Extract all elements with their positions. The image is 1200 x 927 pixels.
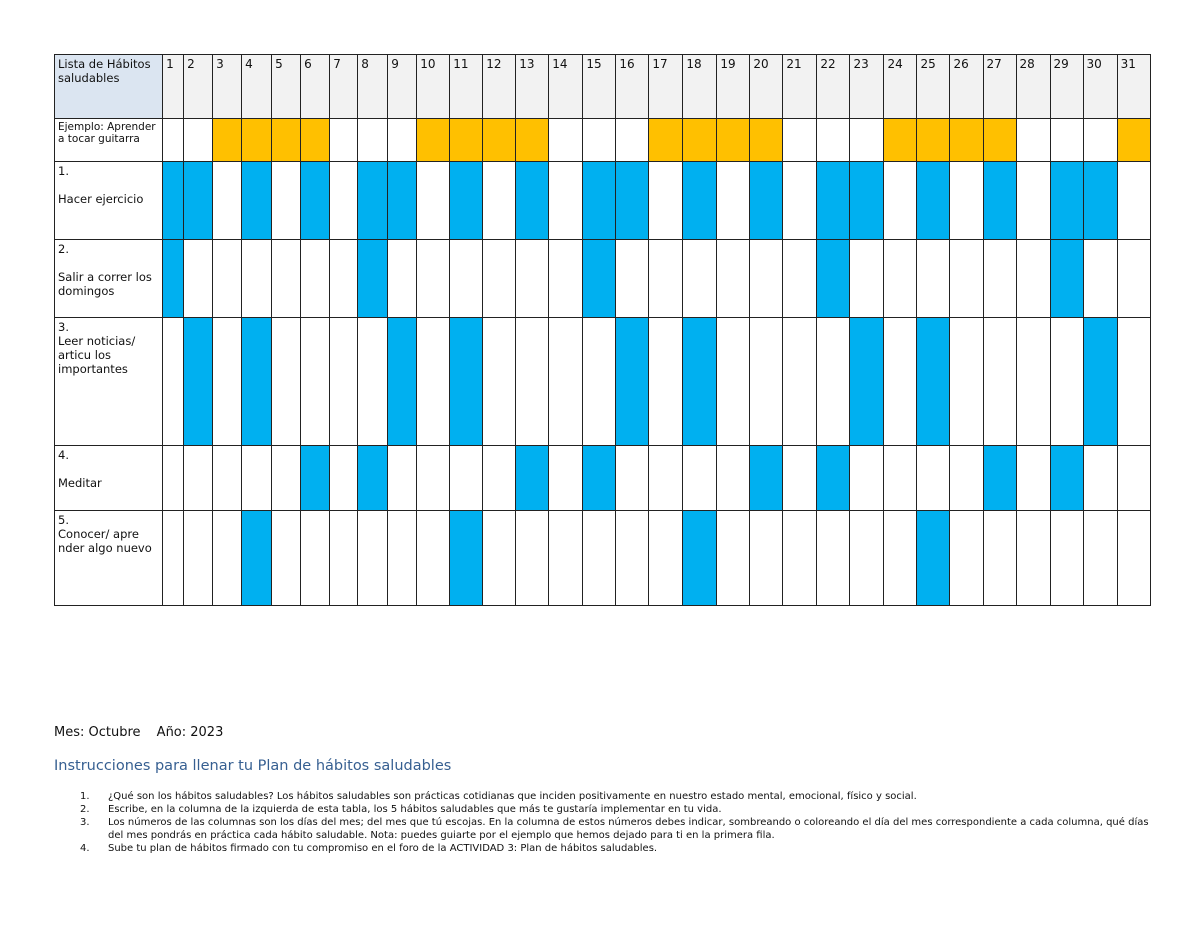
- day-cell-24[interactable]: [884, 446, 917, 511]
- day-cell-11[interactable]: [450, 511, 483, 606]
- year-label: Año: 2023: [156, 725, 224, 740]
- day-cell-14[interactable]: [549, 162, 583, 240]
- day-cell-26[interactable]: [950, 318, 983, 446]
- day-cell-3[interactable]: [213, 162, 242, 240]
- habit-label[interactable]: 5. Conocer/ apre nder algo nuevo: [55, 511, 163, 606]
- day-cell-20[interactable]: [750, 511, 783, 606]
- day-cell-7[interactable]: [330, 119, 358, 162]
- day-cell-25[interactable]: [917, 240, 950, 318]
- day-cell-6[interactable]: [301, 511, 330, 606]
- day-cell-3[interactable]: [213, 318, 242, 446]
- day-cell-12[interactable]: [483, 119, 516, 162]
- day-header-3: 3: [213, 55, 242, 119]
- day-cell-15[interactable]: [583, 511, 616, 606]
- day-cell-13[interactable]: [516, 446, 549, 511]
- day-cell-23[interactable]: [850, 446, 884, 511]
- day-cell-14[interactable]: [549, 240, 583, 318]
- day-header-13: 13: [516, 55, 549, 119]
- day-cell-9[interactable]: [388, 511, 417, 606]
- habit-label[interactable]: 2. Salir a correr los domingos: [55, 240, 163, 318]
- day-cell-28[interactable]: [1016, 446, 1050, 511]
- day-cell-13[interactable]: [516, 240, 549, 318]
- day-cell-25[interactable]: [917, 119, 950, 162]
- day-cell-21[interactable]: [783, 511, 817, 606]
- day-cell-27[interactable]: [983, 318, 1016, 446]
- day-cell-21[interactable]: [783, 318, 817, 446]
- day-cell-11[interactable]: [450, 162, 483, 240]
- day-header-5: 5: [272, 55, 301, 119]
- habit-list-header: Lista de Hábitos saludables: [55, 55, 163, 119]
- day-header-26: 26: [950, 55, 983, 119]
- day-header-6: 6: [301, 55, 330, 119]
- day-cell-12[interactable]: [483, 446, 516, 511]
- day-cell-17[interactable]: [649, 511, 683, 606]
- day-cell-7[interactable]: [330, 446, 358, 511]
- day-cell-6[interactable]: [301, 162, 330, 240]
- day-cell-24[interactable]: [884, 511, 917, 606]
- day-cell-24[interactable]: [884, 318, 917, 446]
- day-cell-19[interactable]: [717, 119, 750, 162]
- day-cell-1[interactable]: [163, 119, 184, 162]
- instruction-item: [80, 790, 1160, 803]
- day-cell-29[interactable]: [1050, 119, 1083, 162]
- day-header-25: 25: [917, 55, 950, 119]
- day-cell-16[interactable]: [616, 446, 649, 511]
- day-cell-24[interactable]: [884, 162, 917, 240]
- habit-row: [55, 446, 1151, 511]
- habit-row: [55, 511, 1151, 606]
- instruction-text: ¿Qué son los hábitos saludables? Los hábitos saludables son prácticas cotidianas que inciden positivamente en nuestro estado mental, emocional, físico y social.: [108, 791, 917, 802]
- day-cell-31[interactable]: [1117, 446, 1150, 511]
- day-header-19: 19: [717, 55, 750, 119]
- instructions-list: [80, 790, 1160, 855]
- day-cell-4[interactable]: [242, 162, 272, 240]
- day-cell-9[interactable]: [388, 119, 417, 162]
- day-cell-9[interactable]: [388, 240, 417, 318]
- day-cell-23[interactable]: [850, 162, 884, 240]
- day-cell-18[interactable]: [683, 511, 717, 606]
- table-header-row: [55, 55, 1151, 119]
- instruction-number: 2.: [80, 804, 90, 815]
- day-cell-17[interactable]: [649, 240, 683, 318]
- day-header-23: 23: [850, 55, 884, 119]
- day-cell-14[interactable]: [549, 446, 583, 511]
- day-header-10: 10: [417, 55, 450, 119]
- day-cell-3[interactable]: [213, 446, 242, 511]
- day-cell-4[interactable]: [242, 240, 272, 318]
- day-cell-27[interactable]: [983, 119, 1016, 162]
- day-cell-7[interactable]: [330, 240, 358, 318]
- day-cell-17[interactable]: [649, 119, 683, 162]
- day-cell-6[interactable]: [301, 119, 330, 162]
- day-cell-10[interactable]: [417, 162, 450, 240]
- instruction-item: [80, 816, 1160, 842]
- day-cell-18[interactable]: [683, 162, 717, 240]
- day-header-1: 1: [163, 55, 184, 119]
- instruction-number: 3.: [80, 817, 90, 828]
- day-cell-29[interactable]: [1050, 511, 1083, 606]
- day-cell-11[interactable]: [450, 119, 483, 162]
- day-cell-27[interactable]: [983, 446, 1016, 511]
- habit-tracker-table: [54, 54, 1151, 606]
- day-header-31: 31: [1117, 55, 1150, 119]
- instructions-title: Instrucciones para llenar tu Plan de hábitos saludables: [54, 758, 452, 774]
- day-cell-8[interactable]: [358, 119, 388, 162]
- day-cell-4[interactable]: [242, 511, 272, 606]
- day-header-14: 14: [549, 55, 583, 119]
- day-cell-18[interactable]: [683, 119, 717, 162]
- day-cell-11[interactable]: [450, 240, 483, 318]
- day-cell-22[interactable]: [817, 162, 850, 240]
- day-cell-26[interactable]: [950, 511, 983, 606]
- day-cell-23[interactable]: [850, 318, 884, 446]
- day-cell-9[interactable]: [388, 318, 417, 446]
- day-cell-11[interactable]: [450, 446, 483, 511]
- day-cell-22[interactable]: [817, 318, 850, 446]
- day-cell-31[interactable]: [1117, 119, 1150, 162]
- day-header-11: 11: [450, 55, 483, 119]
- day-cell-23[interactable]: [850, 119, 884, 162]
- day-cell-31[interactable]: [1117, 162, 1150, 240]
- day-cell-4[interactable]: [242, 446, 272, 511]
- day-cell-28[interactable]: [1016, 162, 1050, 240]
- day-cell-5[interactable]: [272, 119, 301, 162]
- day-cell-2[interactable]: [184, 511, 213, 606]
- day-header-12: 12: [483, 55, 516, 119]
- day-cell-25[interactable]: [917, 446, 950, 511]
- day-cell-18[interactable]: [683, 240, 717, 318]
- day-cell-5[interactable]: [272, 318, 301, 446]
- day-header-17: 17: [649, 55, 683, 119]
- day-cell-18[interactable]: [683, 318, 717, 446]
- day-header-29: 29: [1050, 55, 1083, 119]
- day-cell-6[interactable]: [301, 240, 330, 318]
- day-cell-29[interactable]: [1050, 240, 1083, 318]
- day-cell-2[interactable]: [184, 162, 213, 240]
- day-cell-29[interactable]: [1050, 162, 1083, 240]
- day-cell-25[interactable]: [917, 318, 950, 446]
- day-cell-16[interactable]: [616, 162, 649, 240]
- day-cell-25[interactable]: [917, 511, 950, 606]
- day-cell-4[interactable]: [242, 119, 272, 162]
- day-header-30: 30: [1083, 55, 1117, 119]
- day-cell-31[interactable]: [1117, 240, 1150, 318]
- day-cell-24[interactable]: [884, 240, 917, 318]
- instruction-item: [80, 803, 1160, 816]
- day-cell-10[interactable]: [417, 240, 450, 318]
- day-cell-15[interactable]: [583, 318, 616, 446]
- day-cell-5[interactable]: [272, 446, 301, 511]
- habit-label[interactable]: 3. Leer noticias/ articu los importantes: [55, 318, 163, 446]
- instruction-item: [80, 842, 1160, 855]
- day-cell-8[interactable]: [358, 162, 388, 240]
- example-habit-label[interactable]: Ejemplo: Aprender a tocar guitarra: [55, 119, 163, 162]
- day-cell-28[interactable]: [1016, 240, 1050, 318]
- day-cell-1[interactable]: [163, 240, 184, 318]
- day-cell-19[interactable]: [717, 162, 750, 240]
- day-cell-10[interactable]: [417, 318, 450, 446]
- day-cell-8[interactable]: [358, 240, 388, 318]
- day-cell-26[interactable]: [950, 446, 983, 511]
- day-header-27: 27: [983, 55, 1016, 119]
- day-cell-20[interactable]: [750, 446, 783, 511]
- day-cell-1[interactable]: [163, 318, 184, 446]
- day-cell-25[interactable]: [917, 162, 950, 240]
- day-cell-27[interactable]: [983, 511, 1016, 606]
- day-cell-20[interactable]: [750, 318, 783, 446]
- month-label: Mes: Octubre: [54, 725, 141, 740]
- day-cell-20[interactable]: [750, 162, 783, 240]
- day-cell-31[interactable]: [1117, 511, 1150, 606]
- day-cell-5[interactable]: [272, 511, 301, 606]
- day-cell-14[interactable]: [549, 318, 583, 446]
- day-cell-21[interactable]: [783, 240, 817, 318]
- day-cell-12[interactable]: [483, 162, 516, 240]
- day-cell-24[interactable]: [884, 119, 917, 162]
- day-cell-1[interactable]: [163, 162, 184, 240]
- day-cell-15[interactable]: [583, 446, 616, 511]
- day-cell-30[interactable]: [1083, 511, 1117, 606]
- day-cell-7[interactable]: [330, 318, 358, 446]
- day-header-20: 20: [750, 55, 783, 119]
- instruction-text: Sube tu plan de hábitos firmado con tu compromiso en el foro de la ACTIVIDAD 3: Plan de hábitos saludables.: [108, 843, 658, 854]
- day-cell-17[interactable]: [649, 318, 683, 446]
- habit-row: [55, 318, 1151, 446]
- month-year-line: [54, 725, 235, 740]
- day-cell-30[interactable]: [1083, 162, 1117, 240]
- day-cell-17[interactable]: [649, 446, 683, 511]
- day-cell-31[interactable]: [1117, 318, 1150, 446]
- day-cell-20[interactable]: [750, 119, 783, 162]
- day-cell-22[interactable]: [817, 240, 850, 318]
- day-header-7: 7: [330, 55, 358, 119]
- day-cell-16[interactable]: [616, 119, 649, 162]
- day-cell-4[interactable]: [242, 318, 272, 446]
- day-cell-22[interactable]: [817, 446, 850, 511]
- day-cell-13[interactable]: [516, 511, 549, 606]
- day-cell-28[interactable]: [1016, 318, 1050, 446]
- day-cell-17[interactable]: [649, 162, 683, 240]
- instruction-number: 1.: [80, 791, 90, 802]
- day-cell-12[interactable]: [483, 318, 516, 446]
- day-cell-11[interactable]: [450, 318, 483, 446]
- day-cell-26[interactable]: [950, 240, 983, 318]
- day-cell-8[interactable]: [358, 446, 388, 511]
- day-header-21: 21: [783, 55, 817, 119]
- day-cell-19[interactable]: [717, 511, 750, 606]
- day-cell-28[interactable]: [1016, 511, 1050, 606]
- day-header-2: 2: [184, 55, 213, 119]
- day-header-8: 8: [358, 55, 388, 119]
- day-cell-6[interactable]: [301, 318, 330, 446]
- day-cell-7[interactable]: [330, 162, 358, 240]
- day-header-28: 28: [1016, 55, 1050, 119]
- day-cell-12[interactable]: [483, 511, 516, 606]
- day-cell-2[interactable]: [184, 119, 213, 162]
- day-cell-23[interactable]: [850, 240, 884, 318]
- day-cell-1[interactable]: [163, 511, 184, 606]
- day-cell-10[interactable]: [417, 119, 450, 162]
- day-cell-16[interactable]: [616, 318, 649, 446]
- day-cell-3[interactable]: [213, 119, 242, 162]
- day-cell-2[interactable]: [184, 446, 213, 511]
- day-cell-21[interactable]: [783, 119, 817, 162]
- day-cell-26[interactable]: [950, 162, 983, 240]
- day-cell-14[interactable]: [549, 119, 583, 162]
- day-cell-1[interactable]: [163, 446, 184, 511]
- day-cell-28[interactable]: [1016, 119, 1050, 162]
- day-cell-21[interactable]: [783, 162, 817, 240]
- day-cell-9[interactable]: [388, 446, 417, 511]
- day-header-15: 15: [583, 55, 616, 119]
- day-cell-16[interactable]: [616, 511, 649, 606]
- instruction-text: Los números de las columnas son los días del mes; del mes que tú escojas. En la columna de estos números debes indicar, sombreando o coloreando el día del mes correspondiente a cada columna, qué días del mes pondrás en práctica cada hábito saludable. Nota: puedes guiarte por el ejemplo que hemos dejado para ti en la primera fila.: [108, 817, 1149, 841]
- day-header-4: 4: [242, 55, 272, 119]
- day-cell-30[interactable]: [1083, 119, 1117, 162]
- example-habit-row: [55, 119, 1151, 162]
- habit-label[interactable]: 1. Hacer ejercicio: [55, 162, 163, 240]
- day-cell-27[interactable]: [983, 162, 1016, 240]
- day-header-24: 24: [884, 55, 917, 119]
- day-cell-26[interactable]: [950, 119, 983, 162]
- day-cell-27[interactable]: [983, 240, 1016, 318]
- day-cell-2[interactable]: [184, 318, 213, 446]
- day-cell-22[interactable]: [817, 511, 850, 606]
- day-cell-7[interactable]: [330, 511, 358, 606]
- day-cell-2[interactable]: [184, 240, 213, 318]
- day-cell-3[interactable]: [213, 511, 242, 606]
- day-cell-19[interactable]: [717, 446, 750, 511]
- day-cell-15[interactable]: [583, 240, 616, 318]
- habit-label[interactable]: 4. Meditar: [55, 446, 163, 511]
- day-cell-13[interactable]: [516, 318, 549, 446]
- day-cell-10[interactable]: [417, 446, 450, 511]
- day-cell-15[interactable]: [583, 162, 616, 240]
- day-cell-10[interactable]: [417, 511, 450, 606]
- instruction-text: Escribe, en la columna de la izquierda de esta tabla, los 5 hábitos saludables que más te gustaría implementar en tu vida.: [108, 804, 722, 815]
- day-cell-21[interactable]: [783, 446, 817, 511]
- day-cell-5[interactable]: [272, 162, 301, 240]
- day-cell-3[interactable]: [213, 240, 242, 318]
- day-cell-16[interactable]: [616, 240, 649, 318]
- habit-row: [55, 162, 1151, 240]
- instruction-number: 4.: [80, 843, 90, 854]
- day-cell-18[interactable]: [683, 446, 717, 511]
- day-cell-29[interactable]: [1050, 318, 1083, 446]
- day-header-18: 18: [683, 55, 717, 119]
- day-cell-8[interactable]: [358, 511, 388, 606]
- day-cell-12[interactable]: [483, 240, 516, 318]
- day-cell-30[interactable]: [1083, 446, 1117, 511]
- day-cell-9[interactable]: [388, 162, 417, 240]
- day-cell-30[interactable]: [1083, 318, 1117, 446]
- day-header-22: 22: [817, 55, 850, 119]
- day-cell-6[interactable]: [301, 446, 330, 511]
- day-cell-14[interactable]: [549, 511, 583, 606]
- day-header-16: 16: [616, 55, 649, 119]
- day-cell-8[interactable]: [358, 318, 388, 446]
- day-cell-20[interactable]: [750, 240, 783, 318]
- day-cell-22[interactable]: [817, 119, 850, 162]
- day-cell-29[interactable]: [1050, 446, 1083, 511]
- day-cell-19[interactable]: [717, 240, 750, 318]
- habit-row: [55, 240, 1151, 318]
- day-cell-13[interactable]: [516, 119, 549, 162]
- day-cell-30[interactable]: [1083, 240, 1117, 318]
- day-header-9: 9: [388, 55, 417, 119]
- day-cell-19[interactable]: [717, 318, 750, 446]
- day-cell-15[interactable]: [583, 119, 616, 162]
- day-cell-5[interactable]: [272, 240, 301, 318]
- day-cell-23[interactable]: [850, 511, 884, 606]
- day-cell-13[interactable]: [516, 162, 549, 240]
